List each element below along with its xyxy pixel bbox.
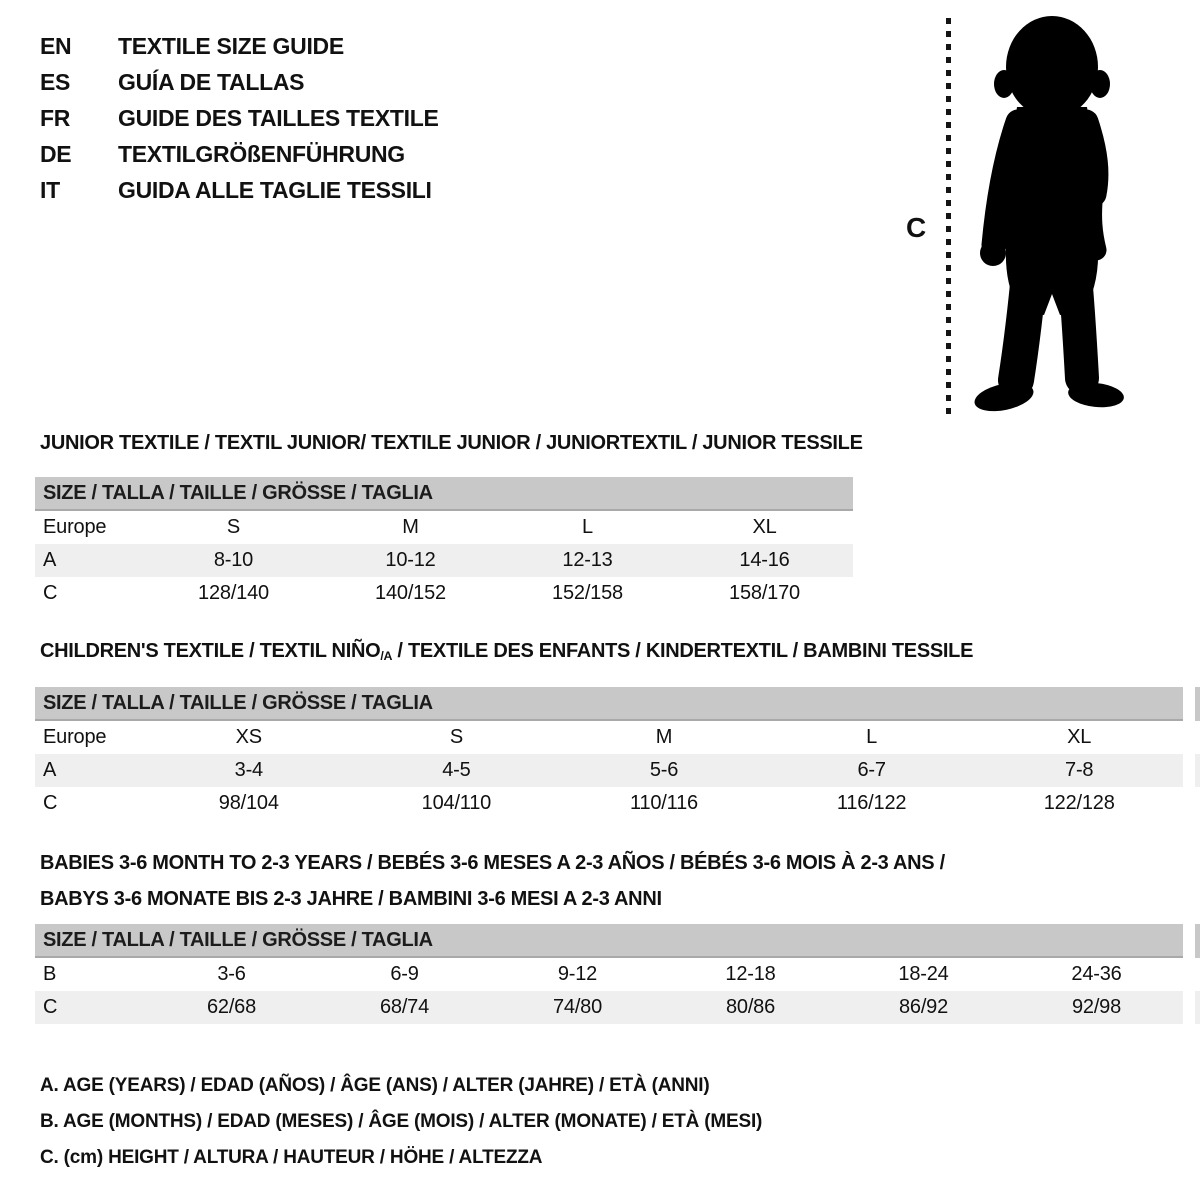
table-row [35, 544, 853, 577]
table-cell: 128/140 [198, 582, 269, 604]
language-row-code: DE [40, 140, 72, 167]
table-cell: 92/98 [1071, 996, 1122, 1018]
table-cell: 158/170 [729, 582, 800, 604]
table-cell: XL [752, 516, 777, 538]
table-row [35, 787, 1183, 820]
babies-size-table [35, 924, 1183, 1024]
table-cell: 7-8 [1065, 759, 1094, 781]
language-row-code: EN [40, 32, 72, 59]
language-row-title: TEXTILE SIZE GUIDE [118, 32, 344, 59]
legend-line: B. AGE (MONTHS) / EDAD (MESES) / ÂGE (MOIS) / ALTER (MONATE) / ETÀ (MESI) [40, 1111, 763, 1132]
size-header-bar: SIZE / TALLA / TAILLE / GRÖSSE / TAGLIA [35, 924, 1183, 958]
table-cell: 8-10 [213, 549, 254, 571]
table-row [35, 958, 1183, 991]
table-cell: 6-7 [857, 759, 886, 781]
table-cell: 5-6 [649, 759, 679, 781]
row-label: B [43, 963, 57, 985]
table-cell: 74/80 [552, 996, 603, 1018]
language-row-code: FR [40, 104, 71, 131]
table-cell: 9-12 [557, 963, 598, 985]
language-row-title: GUÍA DE TALLAS [118, 68, 305, 95]
language-row [40, 136, 439, 172]
children-heading-prefix: CHILDREN'S TEXTILE / TEXTIL NIÑO [40, 640, 381, 662]
table-cell: 3-6 [217, 963, 246, 985]
table-cell: 14-16 [739, 549, 790, 571]
junior-section-heading: JUNIOR TEXTILE / TEXTIL JUNIOR/ TEXTILE JUNIOR / JUNIORTEXTIL / JUNIOR TESSILE [40, 432, 863, 454]
row-label: Europe [43, 516, 107, 538]
babies-heading-line: BABIES 3-6 MONTH TO 2-3 YEARS / BEBÉS 3-6 MESES A 2-3 AÑOS / BÉBÉS 3-6 MOIS À 2-3 ANS / [40, 852, 945, 874]
table-row [35, 721, 1183, 754]
table-cell: 80/86 [725, 996, 776, 1018]
toddler-silhouette-image [962, 12, 1142, 417]
row-label: C [43, 582, 58, 604]
table-cell: 10-12 [385, 549, 436, 571]
size-header-bar: SIZE / TALLA / TAILLE / GRÖSSE / TAGLIA [35, 687, 1183, 721]
table-cell: 86/92 [898, 996, 949, 1018]
table-cell: 6-9 [390, 963, 419, 985]
junior-size-table [35, 477, 853, 610]
table-cell: 4-5 [442, 759, 471, 781]
table-cell: L [582, 516, 593, 538]
table-cell: 62/68 [206, 996, 257, 1018]
table-cell: 152/158 [552, 582, 623, 604]
table-cell: XS [235, 726, 262, 748]
size-header-bar: SIZE / TALLA / TAILLE / GRÖSSE / TAGLIA [35, 477, 853, 511]
table-cell: 3-4 [234, 759, 263, 781]
babies-section-heading [40, 845, 945, 917]
table-cell: M [655, 726, 673, 748]
table-row [35, 754, 1183, 787]
row-label: Europe [43, 726, 107, 748]
legend-line: A. AGE (YEARS) / EDAD (AÑOS) / ÂGE (ANS) / ALTER (JAHRE) / ETÀ (ANNI) [40, 1075, 710, 1096]
table-cell: 68/74 [379, 996, 430, 1018]
row-label: A [43, 759, 57, 781]
table-continuation-sliver [1195, 687, 1200, 820]
table-cell: 140/152 [375, 582, 446, 604]
children-section-heading [40, 640, 973, 663]
table-cell: 110/116 [630, 792, 698, 814]
language-row-code: ES [40, 68, 71, 95]
children-size-table [35, 687, 1183, 820]
height-measure-label: C [906, 212, 927, 243]
language-row [40, 172, 439, 208]
table-cell: 18-24 [898, 963, 949, 985]
children-heading-suffix: / TEXTILE DES ENFANTS / KINDERTEXTIL / BAMBINI TESSILE [392, 640, 974, 662]
measurement-legend [40, 1068, 762, 1176]
table-continuation-sliver [1195, 924, 1200, 1024]
language-row [40, 64, 439, 100]
height-measure-dashed-line [946, 18, 951, 416]
table-cell: 122/128 [1043, 792, 1115, 814]
language-row [40, 28, 439, 64]
language-row-code: IT [40, 176, 60, 203]
table-cell: 12-18 [725, 963, 776, 985]
language-title-list [40, 28, 439, 208]
table-cell: 116/122 [836, 792, 907, 814]
table-row [35, 511, 853, 544]
table-cell: 12-13 [562, 549, 613, 571]
table-cell: S [226, 516, 241, 538]
language-row [40, 100, 439, 136]
language-row-title: GUIDE DES TAILLES TEXTILE [118, 104, 439, 131]
table-cell: M [402, 516, 419, 538]
table-cell: S [449, 726, 463, 748]
table-cell: 98/104 [218, 792, 279, 814]
children-heading-subscript: /A [380, 649, 393, 664]
row-label: C [43, 792, 58, 814]
table-cell: L [866, 726, 878, 748]
row-label: C [43, 996, 58, 1018]
table-cell: 104/110 [421, 792, 492, 814]
language-row-title: GUIDA ALLE TAGLIE TESSILI [118, 176, 432, 203]
legend-line: C. (cm) HEIGHT / ALTURA / HAUTEUR / HÖHE / ALTEZZA [40, 1147, 543, 1168]
row-label: A [43, 549, 57, 571]
table-row [35, 991, 1183, 1024]
table-row [35, 577, 853, 610]
babies-heading-line: BABYS 3-6 MONATE BIS 2-3 JAHRE / BAMBINI 3-6 MESI A 2-3 ANNI [40, 888, 662, 910]
language-row-title: TEXTILGRÖßENFÜHRUNG [118, 140, 405, 167]
table-cell: 24-36 [1071, 963, 1122, 985]
table-cell: XL [1067, 726, 1092, 748]
